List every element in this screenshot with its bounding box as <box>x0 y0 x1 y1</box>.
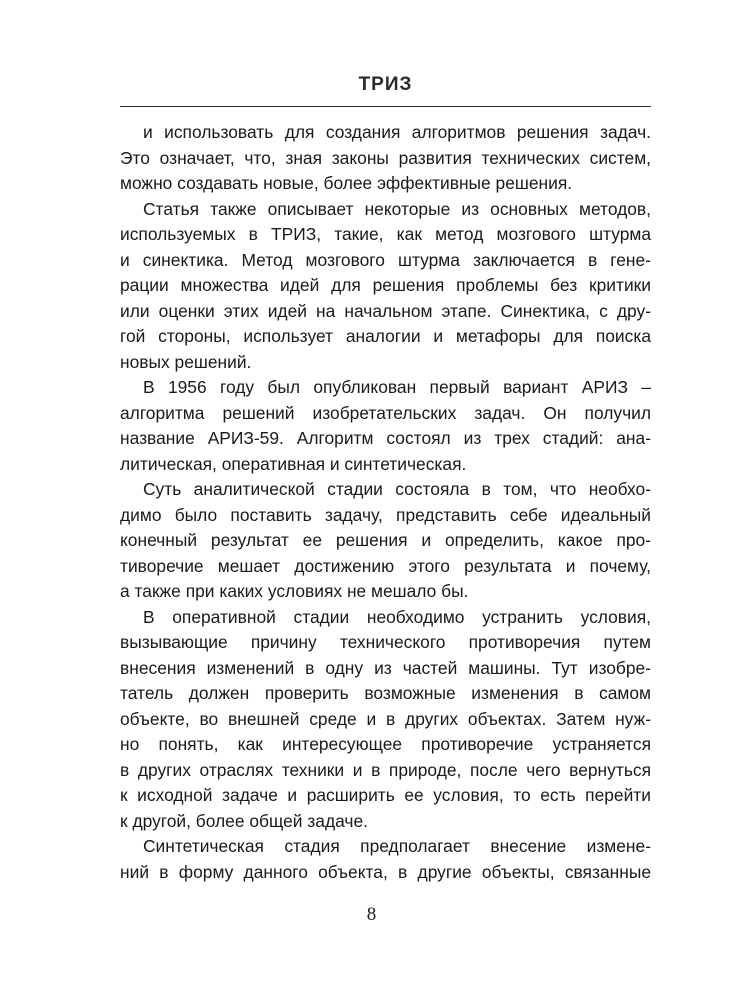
text-line: к другой, более общей задаче. <box>120 810 368 831</box>
text-line: гой стороны, использует аналогии и метафоры для поиска <box>120 326 651 346</box>
paragraph <box>120 120 651 197</box>
text-line: к исходной задаче и расширить ее условия, то есть перейти <box>120 785 651 805</box>
text-line: используемых в ТРИЗ, такие, как метод мозгового штурма <box>120 224 651 244</box>
paragraph <box>120 477 651 605</box>
text-line: Это означает, что, зная законы развития технических систем, <box>120 147 651 168</box>
text-line: можно создавать новые, более эффективные решения. <box>120 173 573 193</box>
text-line: и синектика. Метод мозгового штурма заключается в гене- <box>120 249 651 270</box>
text-line: но понять, как интересующее противоречие устраняется <box>120 734 651 754</box>
text-line: В оперативной стадии необходимо устранить условия, <box>143 606 651 627</box>
text-line: в других отраслях техники и в природе, после чего вернуться <box>120 759 651 780</box>
paragraph <box>120 605 651 835</box>
text-line: ний в форму данного объекта, в другие объекты, связанные <box>120 861 651 882</box>
text-line: рации множества идей для решения проблемы без критики <box>120 275 651 295</box>
text-line: В 1956 году был опубликован первый вариант АРИЗ – <box>143 377 651 397</box>
text-line: название АРИЗ-59. Алгоритм состоял из трех стадий: ана- <box>120 428 651 448</box>
text-line: внесения изменений в одну из частей машины. Тут изобре- <box>120 657 651 678</box>
text-line: Синтетическая стадия предполагает внесение измене- <box>143 836 651 856</box>
text-line: татель должен проверить возможные изменения в самом <box>120 683 651 703</box>
paragraph <box>120 197 651 376</box>
text-line: и использовать для создания алгоритмов решения задач. <box>143 122 651 142</box>
page-number: 8 <box>366 904 377 925</box>
running-head-title: ТРИЗ <box>358 74 413 95</box>
body-text <box>120 120 651 885</box>
text-line: Статья также описывает некоторые из основных методов, <box>143 198 651 219</box>
text-line: литическая, оперативная и синтетическая. <box>120 453 467 474</box>
text-line: тиворечие мешает достижению этого результата и почему, <box>120 555 651 576</box>
text-line: димо было поставить задачу, представить себе идеальный <box>120 504 651 525</box>
text-line: алгоритма решений изобретательских задач. Он получил <box>120 402 651 423</box>
text-line: или оценки этих идей на начальном этапе. Синектика, с дру- <box>120 300 651 321</box>
text-line: а также при каких условиях не мешало бы. <box>120 581 469 601</box>
text-line: Суть аналитической стадии состояла в том, что необхо- <box>143 479 651 499</box>
header-rule <box>120 106 651 107</box>
paragraph <box>120 375 651 477</box>
text-line: вызывающие причину технического противоречия путем <box>120 632 651 652</box>
text-line: конечный результат ее решения и определить, какое про- <box>120 530 651 550</box>
text-line: объекте, во внешней среде и в других объектах. Затем нуж- <box>120 708 651 729</box>
paragraph <box>120 834 651 885</box>
text-line: новых решений. <box>120 351 252 372</box>
